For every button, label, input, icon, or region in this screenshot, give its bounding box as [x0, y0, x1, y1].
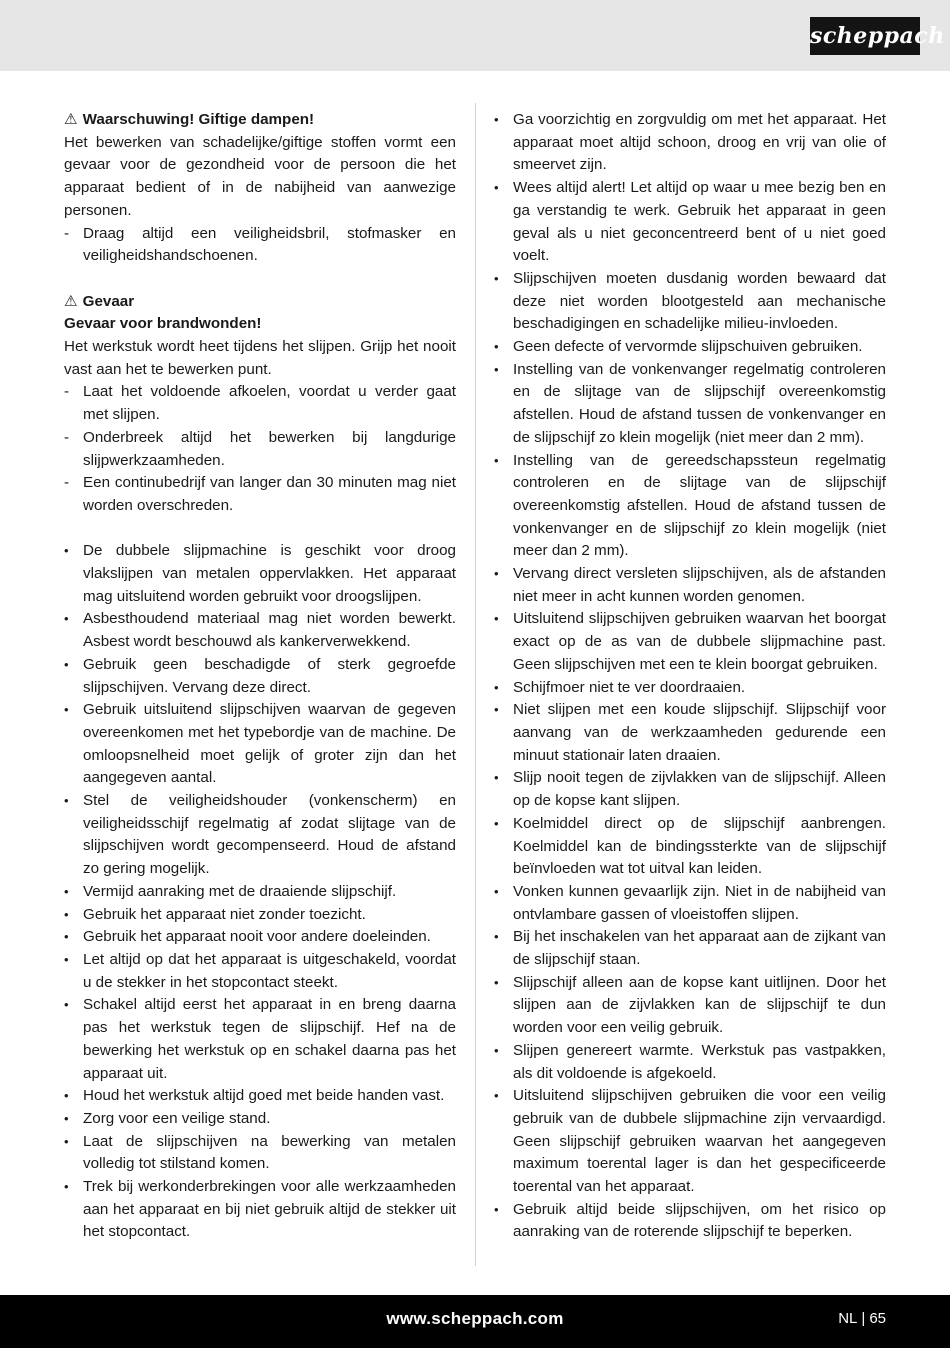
list-item: • Schijfmoer niet te ver doordraaien. [494, 677, 886, 700]
list-item: • Niet slijpen met een koude slijpschijf. Slijpschijf voor aanvang van de werkzaamheden gedurende een minuut stationair laten draaien. [494, 699, 886, 767]
warning-title: Waarschuwing! Giftige dampen! [82, 111, 315, 128]
list-item: - Laat het voldoende afkoelen, voordat u verder gaat met slijpen. [64, 381, 456, 426]
list-item: - Onderbreek altijd het bewerken bij langdurige slijpwerkzaamheden. [64, 427, 456, 472]
warning-text: Het bewerken van schadelijke/giftige stoffen vormt een gevaar voor de gezondheid voor de persoon die het apparaat bedient of in de nabijheid van aanwezige personen. [64, 133, 456, 219]
list-item: • Bij het inschakelen van het apparaat aan de zijkant van de slijpschijf staan. [494, 926, 886, 971]
list-item: • Let altijd op dat het apparaat is uitgeschakeld, voordat u de stekker in het stopcontact steekt. [64, 949, 456, 994]
list-item: • Laat de slijpschijven na bewerking van metalen volledig tot stilstand komen. [64, 1131, 456, 1176]
list-item: • Gebruik geen beschadigde of sterk gegroefde slijpschijven. Vervang deze direct. [64, 654, 456, 699]
list-item: • Slijp nooit tegen de zijvlakken van de slijpschijf. Alleen op de kopse kant slijpen. [494, 767, 886, 812]
list-item: • Stel de veiligheidshouder (vonkenscherm) en veiligheidsschijf regelmatig af zodat slijtage van de slijpschijven wordt gecompenseerd. Houd de afstand zo gering mogelijk. [64, 790, 456, 881]
list-item: • Instelling van de vonkenvanger regelmatig controleren en de slijtage van de slijpschijf overeenkomstig afstellen. Houd de afstand tussen de vonkenvanger en de slijpschijf zo klein mogelijk (niet meer dan 2 mm). [494, 359, 886, 450]
danger-section [64, 291, 456, 518]
column-divider [475, 103, 476, 1266]
list-item: • Gebruik altijd beide slijpschijven, om het risico op aanraking van de roterende slijpschijf te beperken. [494, 1199, 886, 1244]
list-item: • Schakel altijd eerst het apparaat in en breng daarna pas het werkstuk tegen de slijpschijf. Hef na de bewerking het werkstuk op en schakel daarna pas het apparaat uit. [64, 994, 456, 1085]
language-code: NL [838, 1310, 858, 1327]
right-column [494, 109, 886, 1244]
danger-list [64, 381, 456, 517]
danger-heading [64, 291, 456, 314]
danger-text: Het werkstuk wordt heet tijdens het slijpen. Grijp het nooit vast aan het te bewerken punt. [64, 338, 456, 378]
list-item: • Slijpschijven moeten dusdanig worden bewaard dat deze niet worden blootgesteld aan mechanische beschadigingen en schadelijke milieu-invloeden. [494, 268, 886, 336]
list-item: • Slijpschijf alleen aan de kopse kant uitlijnen. Door het slijpen aan de zijvlakken kan de slijpschijf te dun worden voor een veilig gebruik. [494, 972, 886, 1040]
list-item: • Vonken kunnen gevaarlijk zijn. Niet in de nabijheid van ontvlambare gassen of vloeistoffen slijpen. [494, 881, 886, 926]
list-item: • Gebruik het apparaat niet zonder toezicht. [64, 904, 456, 927]
page-footer [0, 1295, 950, 1348]
brand-logo: scheppach [810, 17, 920, 55]
list-item: • Instelling van de gereedschapssteun regelmatig controleren en de slijtage van de slijpschijf overeenkomstig afstellen. Houd de afstand tussen de vonkenvanger en de slijpschijf zo klein mogelijk (niet meer dan 2 mm). [494, 450, 886, 564]
page-number: 65 [869, 1310, 886, 1327]
list-item: • Asbesthoudend materiaal mag niet worden bewerkt. Asbest wordt beschouwd als kankerverwekkend. [64, 608, 456, 653]
list-item: • Wees altijd alert! Let altijd op waar u mee bezig ben en ga verstandig te werk. Gebruik het apparaat in geen geval als u niet geconcentreerd bent of u niet goed voelt. [494, 177, 886, 268]
list-item: • Geen defecte of vervormde slijpschuiven gebruiken. [494, 336, 886, 359]
separator: | [861, 1310, 866, 1327]
list-item: • Gebruik het apparaat nooit voor andere doeleinden. [64, 926, 456, 949]
warning-section [64, 109, 456, 268]
list-item: • Houd het werkstuk altijd goed met beide handen vast. [64, 1085, 456, 1108]
page-indicator [838, 1310, 886, 1327]
list-item: • Uitsluitend slijpschijven gebruiken die voor een veilig gebruik van de dubbele slijpmachine zijn vervaardigd. Geen slijpschijf gebruiken waarvan het aangegeven maximum toerental lager is dan het gespecificeerde toerental van het apparaat. [494, 1085, 886, 1199]
list-item: • Koelmiddel direct op de slijpschijf aanbrengen. Koelmiddel kan de bindingssterkte van de slijpschijf beïnvloeden wat tot uitval kan leiden. [494, 813, 886, 881]
left-column [64, 109, 456, 1244]
list-item: • Ga voorzichtig en zorgvuldig om met het apparaat. Het apparaat moet altijd schoon, droog en vrij van olie of smeervet zijn. [494, 109, 886, 177]
warning-triangle-icon: ⚠ [64, 111, 78, 128]
list-item: • Uitsluitend slijpschijven gebruiken waarvan het boorgat exact op de as van de dubbele slijpmachine past. Geen slijpschijven met een te klein boorgat gebruiken. [494, 608, 886, 676]
danger-subtitle: Gevaar voor brandwonden! [64, 315, 262, 333]
list-item: • Vermijd aanraking met de draaiende slijpschijf. [64, 881, 456, 904]
warning-heading [64, 109, 456, 132]
list-item: • Gebruik uitsluitend slijpschijven waarvan de gegeven overeenkomen met het typebordje van de machine. De omloopsnelheid moet gelijk of groter zijn dan het aangegeven aantal. [64, 699, 456, 790]
list-item: • Zorg voor een veilige stand. [64, 1108, 456, 1131]
right-bullet-list [494, 109, 886, 1244]
page-header [0, 0, 950, 71]
list-item: • Vervang direct versleten slijpschijven, als de afstanden niet meer in acht kunnen worden genomen. [494, 563, 886, 608]
list-item: - Draag altijd een veiligheidsbril, stofmasker en veiligheidshandschoenen. [64, 223, 456, 268]
list-item: • Trek bij werkonderbrekingen voor alle werkzaamheden aan het apparaat en bij niet gebruik altijd de stekker uit het stopcontact. [64, 1176, 456, 1244]
warning-triangle-icon: ⚠ [64, 292, 78, 310]
warning-list [64, 223, 456, 268]
danger-title: Gevaar [82, 292, 135, 310]
left-bullet-list [64, 540, 456, 1244]
list-item: • Slijpen genereert warmte. Werkstuk pas vastpakken, als dit voldoende is afgekoeld. [494, 1040, 886, 1085]
list-item: • De dubbele slijpmachine is geschikt voor droog vlakslijpen van metalen oppervlakken. Het apparaat mag uitsluitend worden gebruikt voor droogslijpen. [64, 540, 456, 608]
list-item: - Een continubedrijf van langer dan 30 minuten mag niet worden overschreden. [64, 472, 456, 517]
website-link[interactable]: www.scheppach.com [386, 1309, 564, 1328]
